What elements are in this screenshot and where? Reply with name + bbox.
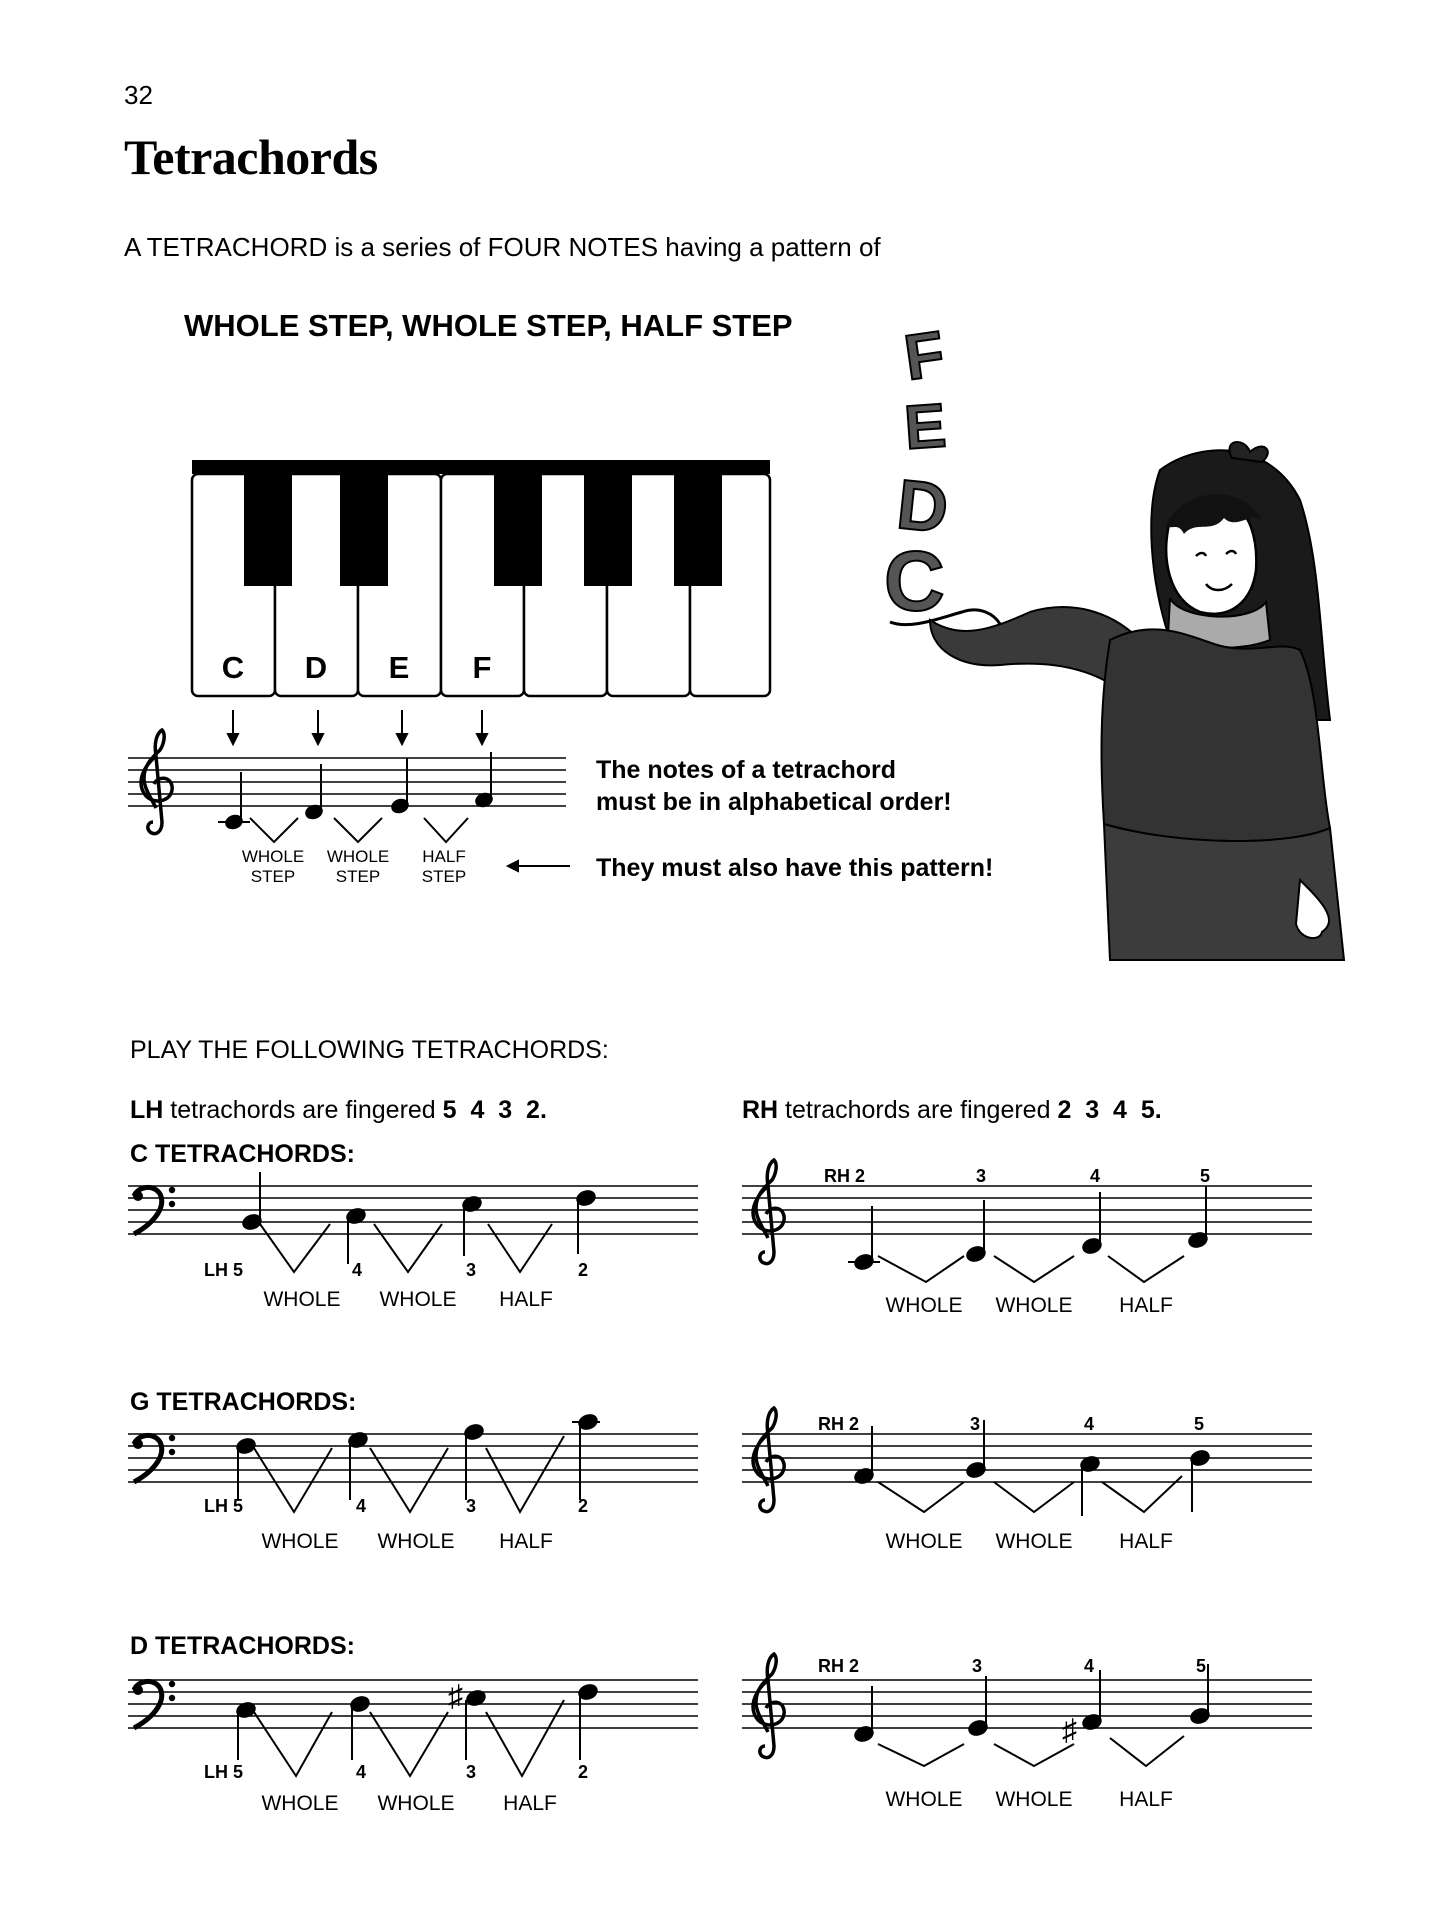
- rh-fingers-c: [824, 1166, 1210, 1186]
- lh-fingers-d: [204, 1762, 588, 1782]
- step-label: STEP: [250, 867, 296, 886]
- finger-number: 2: [578, 1762, 589, 1782]
- step-label: WHOLE: [885, 1788, 963, 1811]
- finger-number: 4: [352, 1260, 363, 1280]
- rh-fingers-g: [818, 1414, 1204, 1434]
- letter-e: E: [902, 391, 949, 464]
- lh-staff-c: [128, 1186, 698, 1234]
- finger-number: RH 2: [818, 1656, 860, 1676]
- section-heading-g: G TETRACHORDS:: [130, 1388, 357, 1416]
- step-label: WHOLE: [261, 1530, 339, 1553]
- step-label: STEP: [421, 867, 467, 886]
- finger-number: LH 5: [204, 1496, 244, 1516]
- finger-number: 2: [578, 1260, 589, 1280]
- finger-number: 4: [1084, 1414, 1095, 1434]
- finger-number: 4: [356, 1496, 367, 1516]
- finger-number: 4: [1084, 1656, 1095, 1676]
- lh-notes-d: [235, 1683, 598, 1776]
- finger-number: 5: [1200, 1166, 1211, 1186]
- lh-steps-d: [261, 1792, 556, 1815]
- finger-number: 3: [970, 1414, 981, 1434]
- finger-number: 3: [466, 1496, 477, 1516]
- rh-fingers-d: [818, 1656, 1206, 1676]
- lh-fingers-c: [204, 1260, 588, 1280]
- step-label: WHOLE: [261, 1792, 339, 1815]
- lh-steps-c: [263, 1288, 552, 1311]
- section-heading-c: C TETRACHORDS:: [130, 1140, 355, 1168]
- key-label-c: C: [221, 650, 245, 685]
- treble-clef-icon: [753, 1160, 784, 1264]
- step-label: WHOLE: [885, 1294, 963, 1317]
- key-label-f: F: [472, 650, 492, 685]
- key-label-e: E: [388, 650, 410, 685]
- finger-number: 3: [976, 1166, 987, 1186]
- sharp-icon: ♯: [448, 1680, 463, 1713]
- step-label: WHOLE: [241, 847, 305, 866]
- callout-line-2: must be in alphabetical order!: [596, 788, 952, 816]
- lh-steps-g: [261, 1530, 552, 1553]
- key-label-d: D: [304, 650, 328, 685]
- step-label: WHOLE: [885, 1530, 963, 1553]
- step-label: HALF: [499, 1530, 553, 1553]
- finger-number: 3: [972, 1656, 983, 1676]
- finger-number: 5: [1196, 1656, 1207, 1676]
- step-label: WHOLE: [326, 847, 390, 866]
- step-label: WHOLE: [263, 1288, 341, 1311]
- rh-fingering-text: tetrachords are fingered: [778, 1096, 1058, 1124]
- callout-line-1: The notes of a tetrachord: [596, 756, 897, 784]
- letter-d: D: [893, 464, 952, 548]
- rh-staff-c: [742, 1186, 1312, 1234]
- finger-number: 4: [356, 1762, 367, 1782]
- step-label: WHOLE: [379, 1288, 457, 1311]
- step-label: WHOLE: [995, 1788, 1073, 1811]
- finger-number: LH 5: [204, 1260, 244, 1280]
- step-label: HALF: [1119, 1788, 1173, 1811]
- finger-number: 3: [466, 1260, 477, 1280]
- lh-fingering-text: tetrachords are fingered: [163, 1096, 443, 1124]
- lh-hand-label: LH: [130, 1096, 164, 1124]
- finger-number: 3: [466, 1762, 477, 1782]
- finger-number: RH 2: [818, 1414, 860, 1434]
- step-label: HALF: [1119, 1294, 1173, 1317]
- step-label: WHOLE: [377, 1530, 455, 1553]
- step-label: HALF: [1119, 1530, 1173, 1553]
- finger-number: LH 5: [204, 1762, 244, 1782]
- step-label: WHOLE: [995, 1530, 1073, 1553]
- play-heading: PLAY THE FOLLOWING TETRACHORDS:: [130, 1036, 609, 1064]
- rh-steps-d: [885, 1788, 1172, 1811]
- lh-staff-g: [128, 1434, 698, 1482]
- letter-f: F: [899, 317, 949, 394]
- letter-c: C: [884, 534, 945, 628]
- finger-number: 2: [578, 1496, 589, 1516]
- pattern-text: WHOLE STEP, WHOLE STEP, HALF STEP: [184, 308, 793, 343]
- intro-text: A TETRACHORD is a series of FOUR NOTES having a pattern of: [124, 232, 881, 262]
- lh-fingers-g: [204, 1496, 588, 1516]
- rh-staff-g: [742, 1434, 1312, 1482]
- step-label: HALF: [499, 1288, 553, 1311]
- rh-fingering-numbers: 2 3 4 5.: [1057, 1096, 1162, 1124]
- step-label: STEP: [335, 867, 381, 886]
- treble-clef-icon: [753, 1654, 784, 1758]
- rh-staff-d: [742, 1680, 1312, 1728]
- finger-number: 4: [1090, 1166, 1101, 1186]
- callout-line-3: They must also have this pattern!: [596, 854, 994, 882]
- step-label: HALF: [422, 847, 466, 866]
- section-heading-d: D TETRACHORDS:: [130, 1632, 355, 1660]
- sharp-icon: ♯: [1062, 1714, 1077, 1747]
- rh-hand-label: RH: [742, 1096, 779, 1124]
- page-title: Tetrachords: [124, 129, 378, 185]
- finger-number: RH 2: [824, 1166, 866, 1186]
- page-number: 32: [124, 80, 153, 110]
- rh-steps-c: [885, 1294, 1172, 1317]
- lh-fingering-numbers: 5 4 3 2.: [442, 1096, 547, 1124]
- step-label: WHOLE: [995, 1294, 1073, 1317]
- lh-notes-g: [235, 1413, 600, 1512]
- treble-clef-icon: [753, 1408, 784, 1512]
- rh-steps-g: [885, 1530, 1172, 1553]
- step-label: WHOLE: [377, 1792, 455, 1815]
- finger-number: 5: [1194, 1414, 1205, 1434]
- lh-staff-d: [128, 1680, 698, 1728]
- step-label: HALF: [503, 1792, 557, 1815]
